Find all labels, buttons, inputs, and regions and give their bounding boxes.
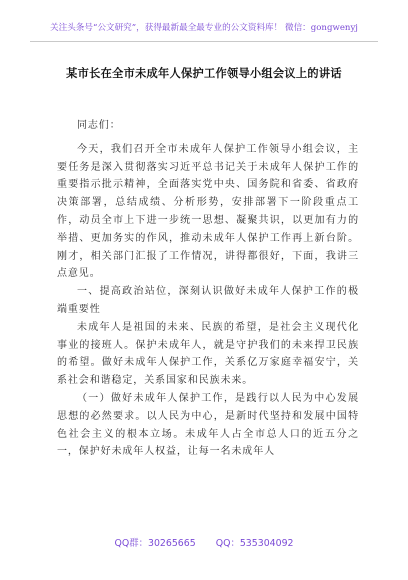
document-body: [57, 117, 359, 461]
paragraph: 今天，我们召开全市未成年人保护工作领导小组会议，主要任务是深入贯彻落实习近平总书记关于未成年人保护工作的重要指示批示精神，全面落实党中央、国务院和省委、省政府决策部署，总结成绩、分析形势，安排部署下一阶段重点工作，动员全市上下进一步统一思想、凝聚共识，以更加有力的举措、更加务实的作风，推动未成年人保护工作再上新台阶。刚才，相关部门汇报了工作情况，讲得都很好，下面，我讲三点意见。: [57, 143, 359, 280]
footer-contact: [0, 535, 408, 549]
section-heading: 一、提高政治站位，深刻认识做好未成年人保护工作的极端重要性: [57, 286, 359, 315]
qq-group-number: QQ群：30265665: [114, 538, 196, 549]
document-title: 某市长在全市未成年人保护工作领导小组会议上的讲话: [66, 67, 342, 80]
header-banner: 关注头条号“公文研究”，获得最新最全最专业的公文资料库！ 微信：gongwenyj: [50, 23, 358, 33]
paragraph: 未成年人是祖国的未来、民族的希望，是社会主义现代化事业的接班人。保护未成年人，就是守护我们的未来捍卫民族的希望。做好未成年人保护工作，关系亿万家庭幸福安宁，关系社会和谐稳定，关系国家和民族未来。: [57, 321, 359, 387]
paragraph: （一）做好未成年人保护工作，是践行以人民为中心发展思想的必然要求。以人民为中心，是新时代坚持和发展中国特色社会主义的根本立场。未成年人占全市总人口的近五分之一，保护好未成年人权益，让每一名未成年人: [57, 392, 359, 458]
qq-number: QQ：535304092: [215, 538, 294, 549]
header-divider: [30, 41, 378, 42]
greeting: 同志们：: [77, 120, 121, 131]
